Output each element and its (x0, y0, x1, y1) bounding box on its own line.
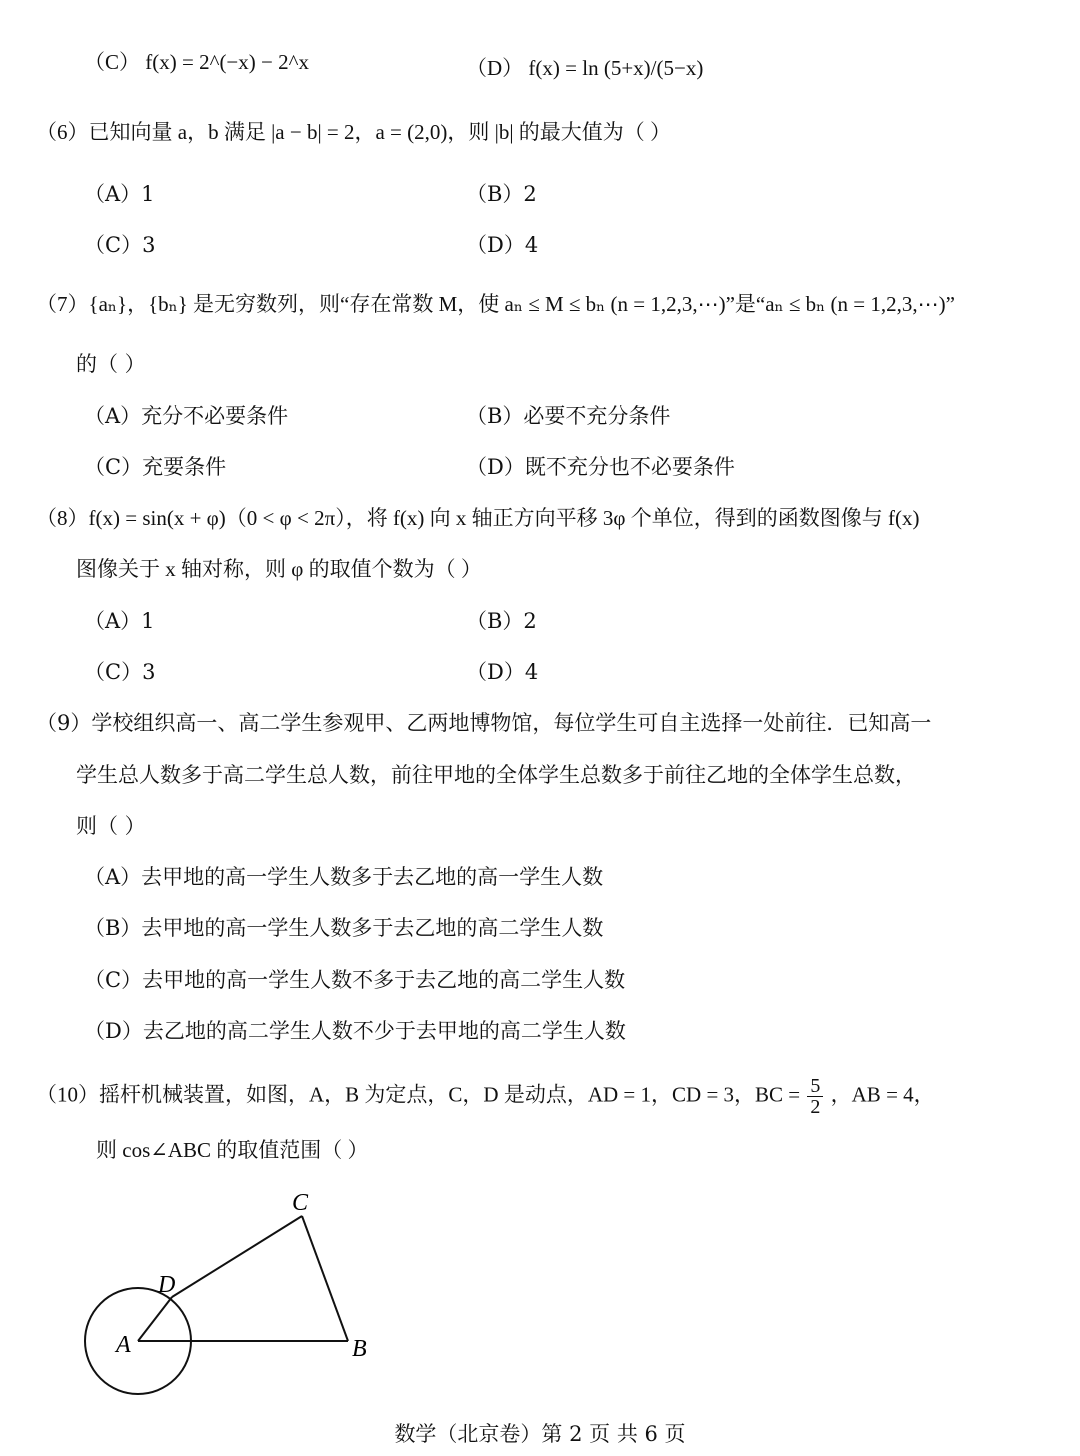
page-footer: 数学（北京卷）第 2 页 共 6 页 (394, 1422, 686, 1446)
q7-option-c: （C）充要条件 (84, 455, 227, 479)
label-d: D (158, 1272, 176, 1298)
segment-cb (302, 1216, 348, 1341)
q7-stem-line1: （7）{aₙ}，{bₙ} 是无穷数列，则“存在常数 M，使 aₙ ≤ M ≤ bₙ (n = 1,2,3,⋯)”是“aₙ ≤ bₙ (n = 1,2,3,⋯)” (36, 292, 955, 316)
label-a: A (116, 1332, 131, 1358)
q8-option-a: （A）1 (84, 609, 155, 633)
q9-option-c: （C）去甲地的高一学生人数不多于去乙地的高二学生人数 (84, 968, 626, 992)
q9-option-d: （D）去乙地的高二学生人数不少于去甲地的高二学生人数 (84, 1019, 626, 1043)
q5-option-c: （C） f(x) = 2^(−x) − 2^x (84, 50, 309, 74)
q6-option-c: （C）3 (84, 233, 156, 257)
q7-option-d: （D）既不充分也不必要条件 (466, 455, 735, 479)
q7-stem-line2: 的（ ） (76, 352, 146, 376)
linkage-figure (60, 1180, 420, 1410)
q9-option-a: （A）去甲地的高一学生人数多于去乙地的高一学生人数 (84, 865, 604, 889)
label-b: B (352, 1336, 367, 1362)
q8-option-d: （D）4 (466, 660, 539, 684)
q5-option-d: （D） f(x) = ln (5+x)/(5−x) (466, 56, 704, 80)
q6-option-b: （B）2 (466, 182, 537, 206)
label-c: C (292, 1190, 309, 1216)
q8-option-b: （B）2 (466, 609, 537, 633)
q5-option-c-expr: f(x) = 2^(−x) − 2^x (145, 50, 309, 74)
q6-stem: （6）已知向量 a，b 满足 |a − b| = 2，a = (2,0)，则 |b| 的最大值为（ ） (36, 120, 672, 144)
bc-fraction: $\frac{5}{2}$ (807, 1076, 823, 1117)
q6-option-d: （D）4 (466, 233, 539, 257)
q10-stem-line1: （10）摇杆机械装置，如图，A，B 为定点，C，D 是动点，AD = 1，CD = 3，BC = $\frac{5}{2}$ ，AB = 4， (36, 1075, 935, 1118)
q8-option-c: （C）3 (84, 660, 156, 684)
q7-option-a: （A）充分不必要条件 (84, 404, 289, 428)
q9-stem-line1: （9）学校组织高一、高二学生参观甲、乙两地博物馆，每位学生可自主选择一处前往．已知高一 (36, 711, 932, 735)
q8-stem-line2: 图像关于 x 轴对称，则 φ 的取值个数为（ ） (76, 557, 482, 581)
q9-stem-line2: 学生总人数多于高二学生总人数，前往甲地的全体学生总数多于前往乙地的全体学生总数， (76, 763, 916, 787)
q9-option-b: （B）去甲地的高一学生人数多于去乙地的高二学生人数 (84, 916, 604, 940)
segment-ad (138, 1297, 172, 1341)
q10-stem-line2: 则 cos∠ABC 的取值范围（ ） (96, 1138, 369, 1162)
segment-dc (172, 1216, 302, 1297)
q9-stem-line3: 则（ ） (76, 814, 146, 838)
q6-option-a: （A）1 (84, 182, 155, 206)
q8-stem-line1: （8）f(x) = sin(x + φ)（0 < φ < 2π），将 f(x) 向 x 轴正方向平移 3φ 个单位，得到的函数图像与 f(x) (36, 506, 920, 530)
q7-option-b: （B）必要不充分条件 (466, 404, 671, 428)
q5-option-d-expr: f(x) = ln (5+x)/(5−x) (528, 56, 704, 80)
